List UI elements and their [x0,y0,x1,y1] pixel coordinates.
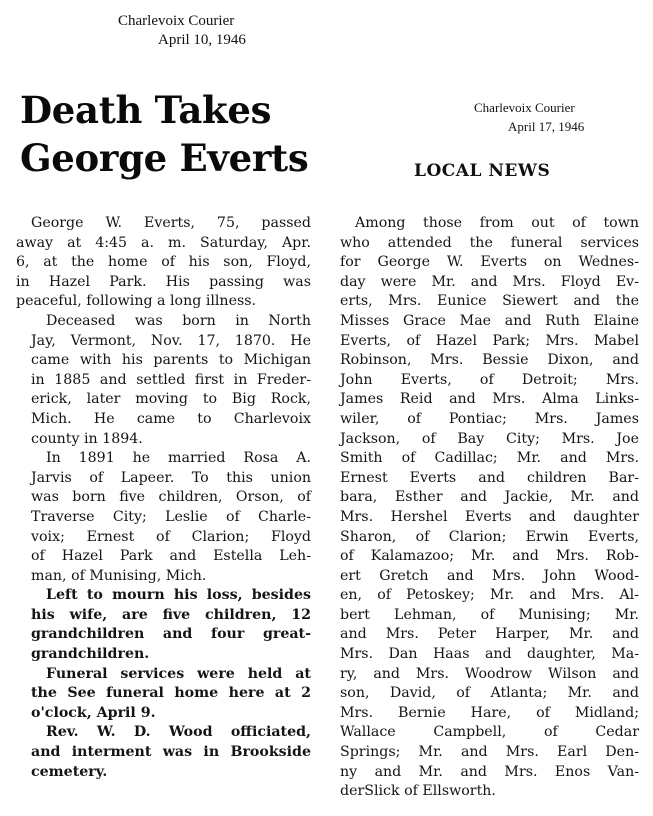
obituary-line: of Hazel Park and Estella Leh- [31,548,311,565]
left-clipping-source [118,12,246,50]
local-news-line: Smith of Cadillac; Mr. and Mrs. [340,450,639,467]
right-source-date: April 17, 1946 [508,119,585,134]
local-news-line: bert Lehman, of Munising; Mr. [340,606,639,623]
obituary-column [16,214,311,782]
local-news-line: son, David, of Atlanta; Mr. and [340,685,639,702]
obituary-line: county in 1894. [31,430,143,447]
obituary-line: his wife, are five children, 12 [31,606,311,623]
obituary-paragraph [16,723,311,782]
local-news-line: derSlick of Ellsworth. [340,783,496,800]
obituary-line: the See funeral home here at 2 [31,685,311,702]
local-news-line: bara, Esther and Jackie, Mr. and [340,489,639,506]
obituary-line: man, of Munising, Mich. [31,567,207,584]
obituary-line: Deceased was born in North [46,312,311,329]
obituary-line: voix; Ernest of Clarion; Floyd [31,528,311,545]
obituary-line: Left to mourn his loss, besides [46,587,311,604]
local-news-line: Mrs. Dan Haas and daughter, Ma- [340,646,639,663]
obituary-line: grandchildren. [31,646,150,663]
local-news-line: for George W. Everts on Wednes- [340,254,639,271]
left-source-paper: Charlevoix Courier [118,13,235,29]
headline-line-2: George Everts [20,136,309,180]
local-news-line: Sharon, of Clarion; Erwin Everts, [340,528,639,545]
local-news-line: Ernest Everts and children Bar- [340,469,639,486]
obituary-line: in Hazel Park. His passing was [16,273,311,290]
local-news-line: Wallace Campbell, of Cedar [340,724,639,741]
local-news-line: Everts, of Hazel Park; Mrs. Mabel [340,332,639,349]
obituary-paragraph [16,665,311,724]
obituary-line: Funeral services were held at [46,665,311,682]
local-news-line: Among those from out of town [355,215,639,231]
right-clipping-source [474,98,584,136]
obituary-paragraph [16,449,311,586]
obituary-paragraph [16,312,311,449]
local-news-line: of Kalamazoo; Mr. and Mrs. Rob- [340,548,639,565]
local-news-title: LOCAL NEWS [414,161,551,181]
obituary-paragraph [16,586,311,664]
local-news-line: day were Mr. and Mrs. Floyd Ev- [340,273,639,290]
obituary-line: Jarvis of Lapeer. To this union [31,469,311,486]
obituary-line: grandchildren and four great- [31,626,311,643]
local-news-column [340,214,639,802]
obituary-line: peaceful, following a long illness. [16,293,257,310]
local-news-line: ert Gretch and Mrs. John Wood- [340,567,639,584]
local-news-line: erts, Mrs. Eunice Siewert and the [340,293,639,310]
local-news-line: who attended the funeral services [340,234,639,251]
headline-line-1: Death Takes [20,88,272,132]
obituary-line: Mich. He came to Charlevoix [31,410,311,427]
obituary-line: erick, later moving to Big Rock, [31,391,311,408]
obituary-line: In 1891 he married Rosa A. [46,450,311,467]
local-news-line: Jackson, of Bay City; Mrs. Joe [340,430,639,447]
local-news-line: ry, and Mrs. Woodrow Wilson and [340,665,639,682]
local-news-line: en, of Petoskey; Mr. and Mrs. Al- [340,587,639,604]
local-news-line: Misses Grace Mae and Ruth Elaine [340,312,639,329]
local-news-line: Mrs. Hershel Everts and daughter [340,508,639,525]
left-source-date: April 10, 1946 [158,32,246,48]
obituary-line: was born five children, Orson, of [31,489,311,506]
local-news-line: ny and Mr. and Mrs. Enos Van- [340,763,639,780]
obituary-line: in 1885 and settled first in Freder- [31,371,311,388]
local-news-line: wiler, of Pontiac; Mrs. James [340,410,639,427]
local-news-line: Springs; Mr. and Mrs. Earl Den- [340,744,639,761]
obituary-line: Rev. W. D. Wood officiated, [46,724,311,741]
obituary-line: cemetery. [31,763,108,780]
right-source-paper: Charlevoix Courier [474,100,575,115]
obituary-line: George W. Everts, 75, passed [31,215,311,231]
local-news-paragraph [340,214,639,802]
local-news-line: Mrs. Bernie Hare, of Midland; [340,704,639,721]
obituary-line: away at 4:45 a. m. Saturday, Apr. [16,234,311,251]
local-news-line: John Everts, of Detroit; Mrs. [340,371,639,388]
obituary-line: Traverse City; Leslie of Charle- [31,508,311,525]
obituary-line: o'clock, April 9. [31,704,156,721]
local-news-line: James Reid and Mrs. Alma Links- [340,391,639,408]
local-news-line: Robinson, Mrs. Bessie Dixon, and [340,352,639,369]
obituary-line: came with his parents to Michigan [31,352,311,369]
obituary-paragraph [16,214,311,312]
local-news-line: and Mrs. Peter Harper, Mr. and [340,626,639,643]
obituary-line: Jay, Vermont, Nov. 17, 1870. He [31,332,311,349]
obituary-line: and interment was in Brookside [31,744,311,761]
obituary-headline [20,86,308,182]
obituary-line: 6, at the home of his son, Floyd, [16,254,311,271]
